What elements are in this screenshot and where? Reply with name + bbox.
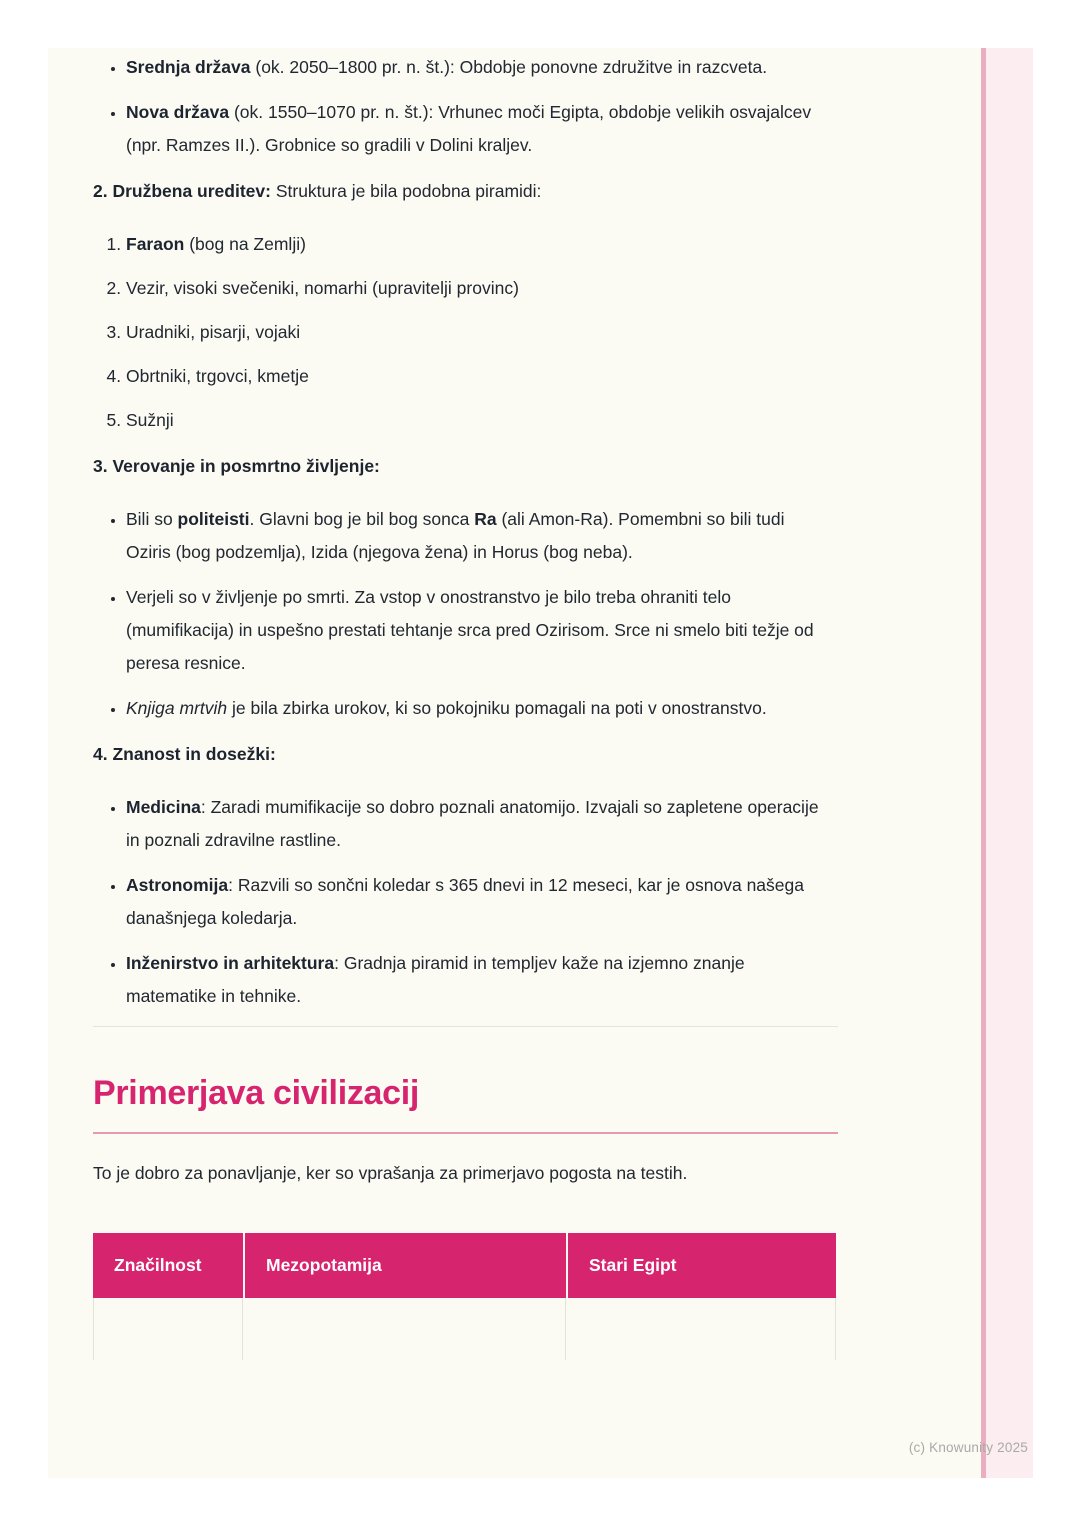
table-row [93,1298,836,1360]
list-item-text: Sužnji [126,410,174,430]
list-item-obrtniki [126,360,833,393]
title-underline [93,1132,838,1134]
term-bold: Astronomija [126,875,229,895]
list-item-politeisti [126,503,833,569]
section-heading-text: Struktura je bila podobna piramidi: [270,181,542,201]
list-item-text: (ok. 1550–1070 pr. n. št.): Vrhunec moči Egipta, obdobje velikih osvajalcev (npr. Ramzes II.). Grobnice so gradili v Dolini kraljev. [126,102,812,155]
page-edge-stripe [981,48,1033,1478]
beliefs-list [93,503,833,725]
list-item-suznji [126,404,833,437]
term-bold: Medicina [126,797,201,817]
hierarchy-list [93,228,833,437]
list-item-knjiga-mrtvih [126,692,833,725]
list-item-text: Uradniki, pisarji, vojaki [126,322,301,342]
achievements-list [93,791,833,1013]
section-title: 3. Verovanje in posmrtno življenje: [93,456,380,476]
list-item-posmrtno-zivljenje [126,581,833,680]
list-item-text: Vezir, visoki svečeniki, nomarhi (upravitelji provinc) [126,278,519,298]
comparison-section-title: Primerjava civilizacij [93,1074,420,1112]
list-item-text: Bili so [126,509,178,529]
term-bold: Inženirstvo in arhitektura [126,953,335,973]
table-header-stari-egipt: Stari Egipt [566,1233,836,1298]
table-cell [566,1298,836,1360]
periods-list [93,51,833,162]
section-heading-verovanje [93,450,833,483]
list-item-uradniki [126,316,833,349]
credit-watermark: (c) Knowunity 2025 [908,1440,1028,1455]
table-header-znacilnost: Značilnost [93,1233,243,1298]
comparison-table [93,1233,836,1360]
section-title: 4. Znanost in dosežki: [93,744,276,764]
list-item-text: (bog na Zemlji) [184,234,306,254]
table-cell [93,1298,243,1360]
content-divider [93,1026,838,1027]
list-item-inzenirstvo [126,947,833,1013]
term-bold: Srednja država [126,57,251,77]
list-item-text: je bila zbirka urokov, ki so pokojniku pomagali na poti v onostranstvo. [227,698,767,718]
list-item-text: (ali Amon-Ra). Pomembni so bili tudi Oziris (bog podzemlja), Izida (njegova žena) in Horus (bog neba). [126,509,785,562]
list-item-srednja-drzava [126,51,833,84]
list-item-astronomija [126,869,833,935]
term-bold: Nova država [126,102,230,122]
section-heading-znanost [93,738,833,771]
list-item-text: Obrtniki, trgovci, kmetje [126,366,309,386]
table-header-mezopotamija: Mezopotamija [243,1233,566,1298]
list-item-text: : Razvili so sončni koledar s 365 dnevi in 12 meseci, kar je osnova našega današnjega koledarja. [126,875,804,928]
list-item-text: (ok. 2050–1800 pr. n. št.): Obdobje ponovne združitve in razcveta. [250,57,768,77]
term-italic: Knjiga mrtvih [126,698,228,718]
document-page [48,48,1033,1478]
list-item-faraon [126,228,833,261]
comparison-intro: To je dobro za ponavljanje, ker so vprašanja za primerjavo pogosta na testih. [93,1163,688,1183]
document-content [93,48,833,1360]
list-item-nova-drzava [126,96,833,162]
section-heading-druzbena-ureditev [93,175,833,208]
table-header-row [93,1233,836,1298]
list-item-medicina [126,791,833,857]
section-title: 2. Družbena ureditev: [93,181,271,201]
list-item-text: Verjeli so v življenje po smrti. Za vstop v onostranstvo je bilo treba ohraniti telo (mumifikacija) in uspešno prestati tehtanje srca pred Ozirisom. Srce ni smelo biti težje od peresa resnice. [126,587,814,673]
term-bold: politeisti [177,509,250,529]
list-item-text: . Glavni bog je bil bog sonca [249,509,475,529]
list-item-text: : Gradnja piramid in templjev kaže na izjemno znanje matematike in tehnike. [126,953,745,1006]
list-item-text: : Zaradi mumifikacije so dobro poznali anatomijo. Izvajali so zapletene operacije in poznali zdravilne rastline. [126,797,819,850]
list-item-vezir [126,272,833,305]
term-bold: Faraon [126,234,185,254]
table-cell [243,1298,566,1360]
term-bold: Ra [474,509,497,529]
